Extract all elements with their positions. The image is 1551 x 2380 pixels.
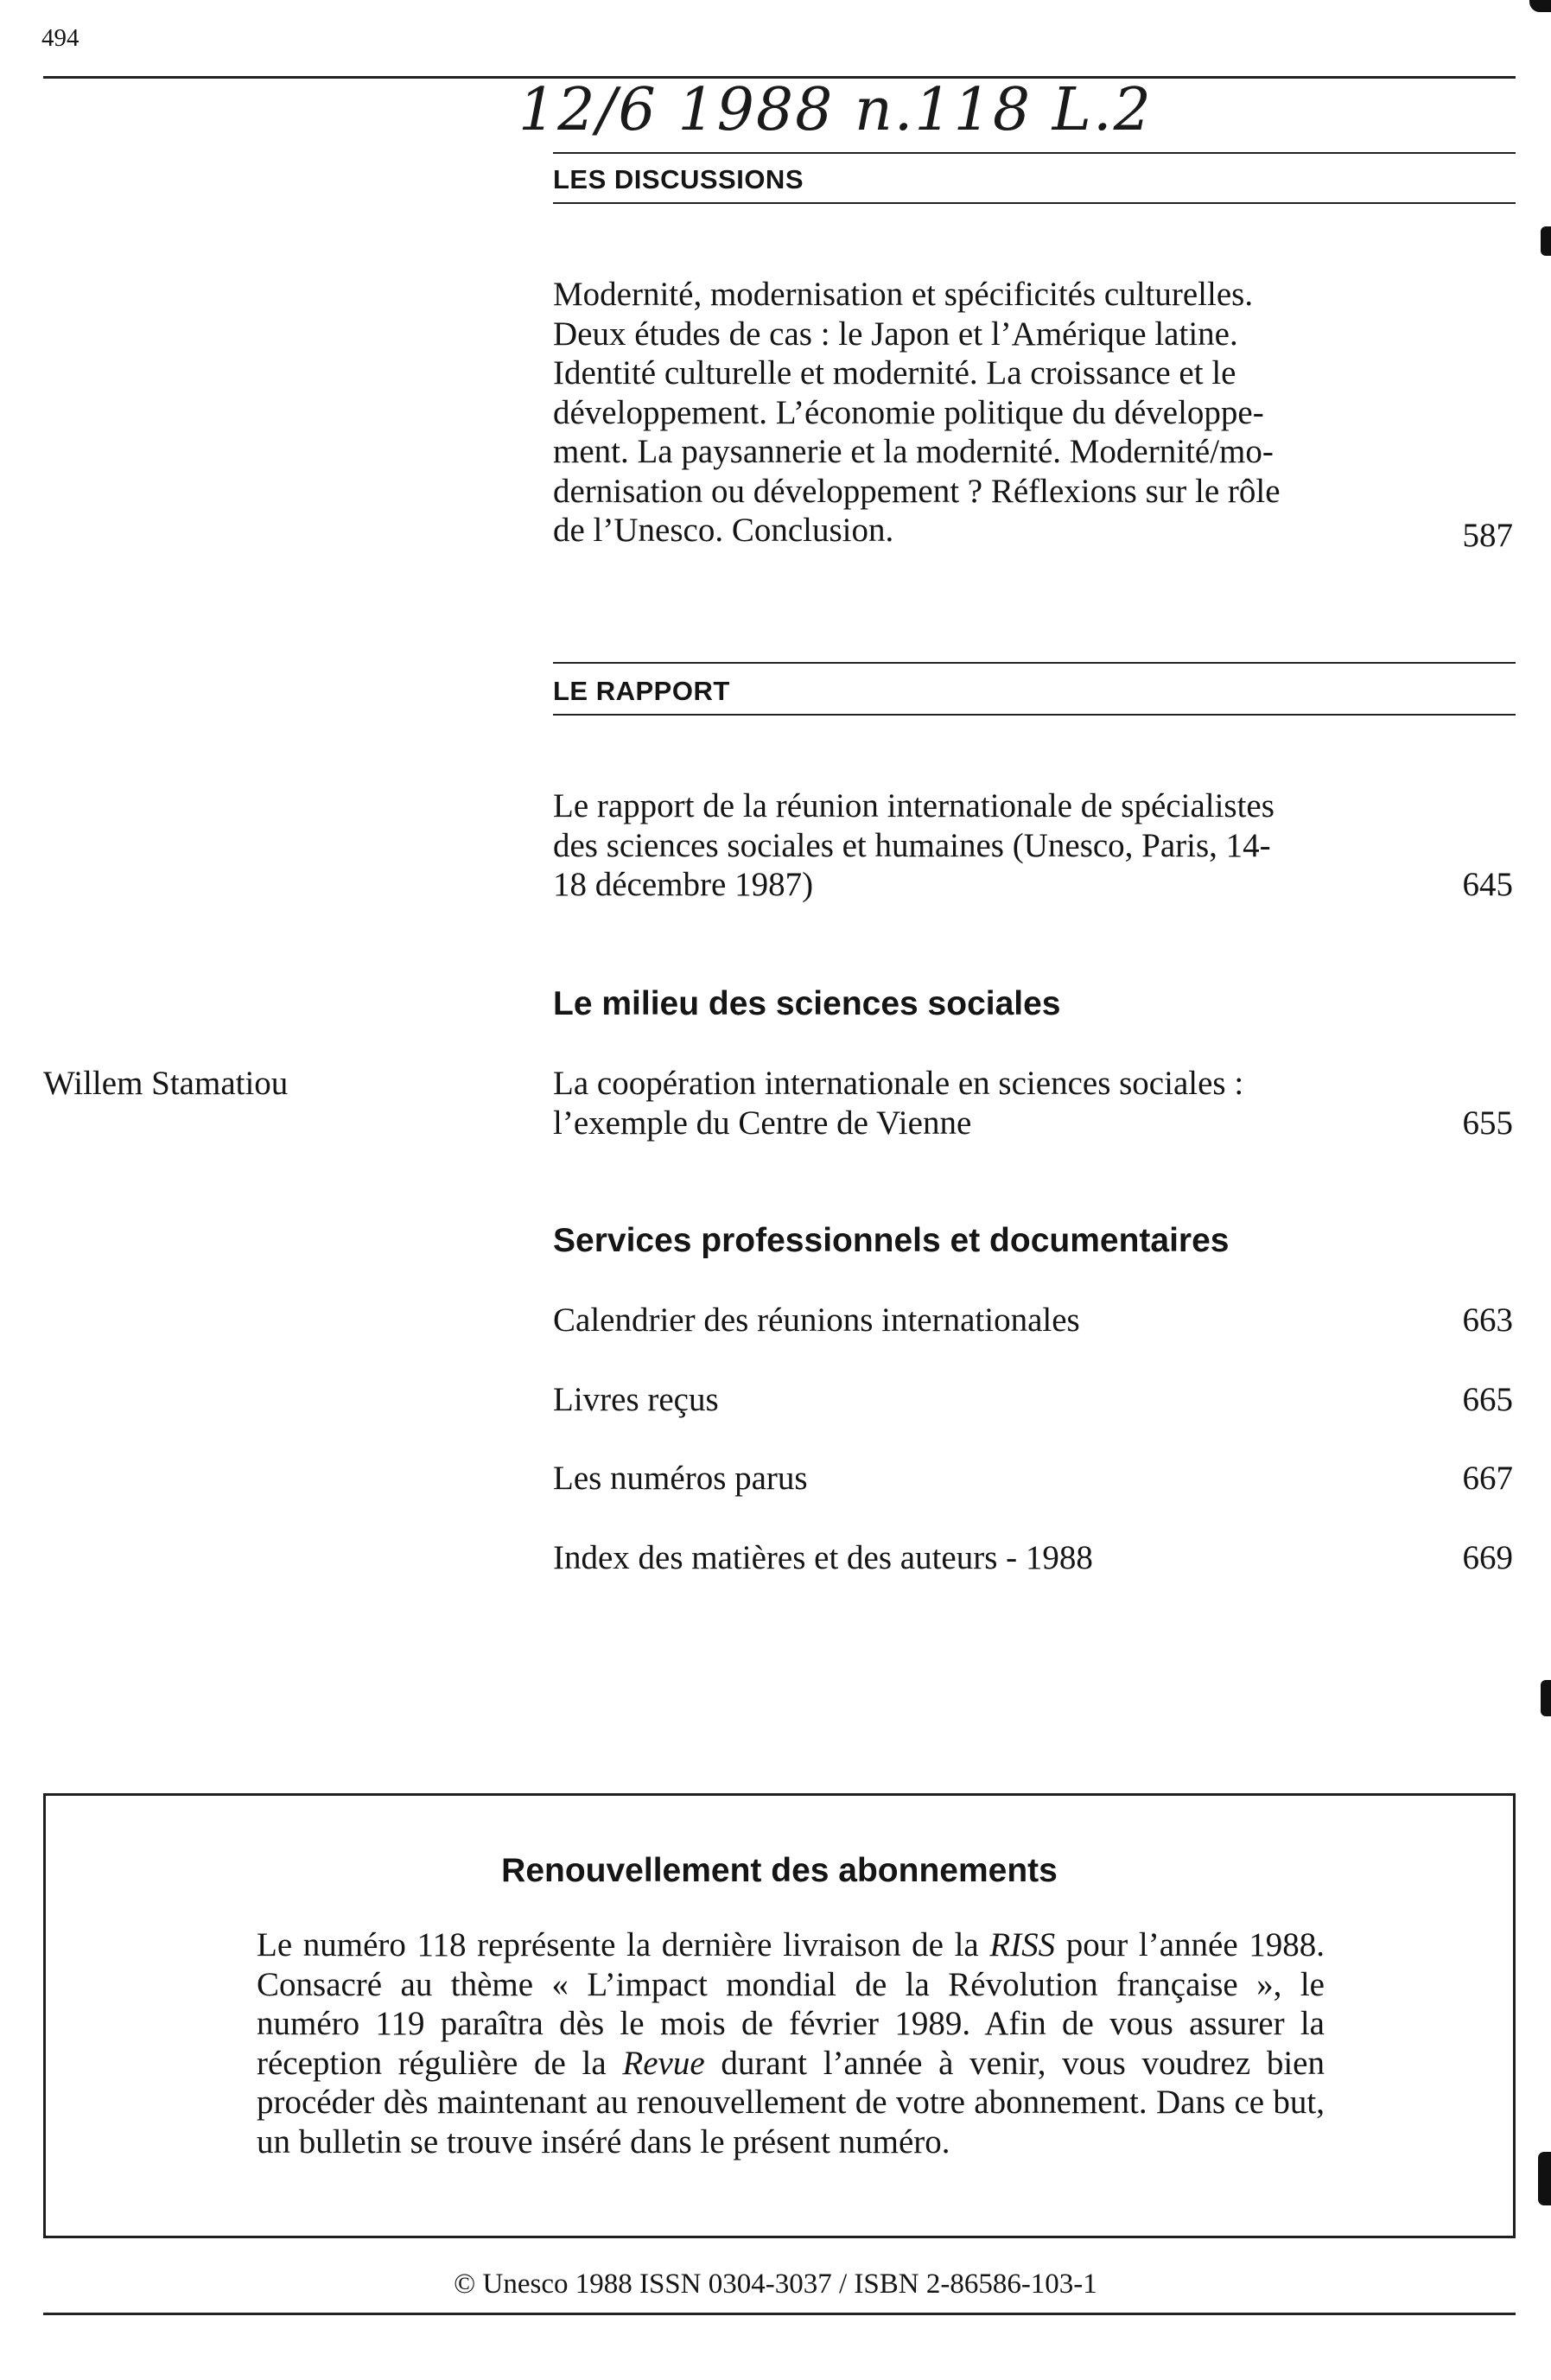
scan-mark [1541, 1680, 1551, 1716]
notice-text: durant l’année à venir, vous voudrez bien procéder dès maintenant au renouvellement de votre abonnement. Dans ce but, un bulletin se trouve inséré dans le présent numéro. [257, 2044, 1325, 2160]
page-ref-665: 665 [1462, 1381, 1513, 1418]
toc-entry-numeros: Les numéros parus [553, 1460, 808, 1497]
notice-revue: Revue [622, 2044, 705, 2082]
handwritten-note: 12/6 1988 n.118 L.2 [518, 76, 1153, 144]
discussions-rule-bottom [553, 202, 1516, 204]
page-number: 494 [41, 24, 79, 52]
page-ref-645: 645 [1462, 866, 1513, 903]
entry-line: Identité culturelle et modernité. La croissance et le [553, 354, 1236, 391]
toc-entry-livres: Livres reçus [553, 1381, 719, 1418]
page-ref-669: 669 [1462, 1539, 1513, 1576]
discussions-rule-top [553, 152, 1516, 154]
toc-entry-calendrier: Calendrier des réunions internationales [553, 1301, 1080, 1339]
rapport-rule-top [553, 662, 1516, 664]
entry-line: des sciences sociales et humaines (Unesco, Paris, 14- [553, 826, 1271, 864]
author-name: Willem Stamatiou [43, 1065, 289, 1102]
page-ref-663: 663 [1462, 1301, 1513, 1339]
page-ref-587: 587 [1462, 517, 1513, 554]
entry-line: Deux études de cas : le Japon et l’Amérique latine. [553, 315, 1238, 353]
section-label-rapport: LE RAPPORT [553, 676, 730, 706]
toc-entry-discussions [553, 275, 1386, 550]
notice-riss: RISS [989, 1926, 1056, 1963]
entry-line: ment. La paysannerie et la modernité. Modernité/mo- [553, 433, 1274, 470]
entry-line: l’exemple du Centre de Vienne [553, 1104, 972, 1142]
toc-entry-milieu [553, 1064, 1386, 1142]
notice-body [257, 1925, 1325, 2161]
section-label-discussions: LES DISCUSSIONS [553, 164, 804, 194]
entry-line: de l’Unesco. Conclusion. [553, 512, 894, 549]
entry-line: développement. L’économie politique du développe- [553, 393, 1264, 431]
notice-box [43, 1793, 1516, 2238]
page-ref-667: 667 [1462, 1460, 1513, 1497]
page-ref-655: 655 [1462, 1104, 1513, 1142]
entry-line: La coopération internationale en sciences sociales : [553, 1065, 1244, 1102]
bottom-rule [43, 2313, 1516, 2315]
notice-text: pour l’année 1988. Consacré au thème « L’impact mondial de la Révolution française », le numéro 119 paraîtra dès le mois de février 1989. Afin de vous assurer la réception régulière de la [257, 1926, 1325, 2082]
copyright-line: © Unesco 1988 ISSN 0304-3037 / ISBN 2-86586-103-1 [454, 2269, 1097, 2300]
entry-line: 18 décembre 1987) [553, 866, 814, 903]
scan-mark [1541, 226, 1551, 256]
entry-line: Modernité, modernisation et spécificités culturelles. [553, 276, 1254, 313]
toc-entry-index: Index des matières et des auteurs - 1988 [553, 1539, 1093, 1576]
entry-line: dernisation ou développement ? Réflexions sur le rôle [553, 472, 1281, 510]
scan-mark-top [1529, 0, 1551, 12]
notice-text: Le numéro 118 représente la dernière livraison de la [257, 1926, 990, 1963]
toc-entry-rapport [553, 786, 1386, 905]
section-heading-services: Services professionnels et documentaires [553, 1222, 1230, 1259]
rapport-rule-bottom [553, 714, 1516, 716]
scan-mark [1538, 2152, 1551, 2205]
notice-title: Renouvellement des abonnements [501, 1852, 1058, 1889]
section-heading-milieu: Le milieu des sciences sociales [553, 985, 1061, 1022]
entry-line: Le rapport de la réunion internationale de spécialistes [553, 787, 1274, 824]
